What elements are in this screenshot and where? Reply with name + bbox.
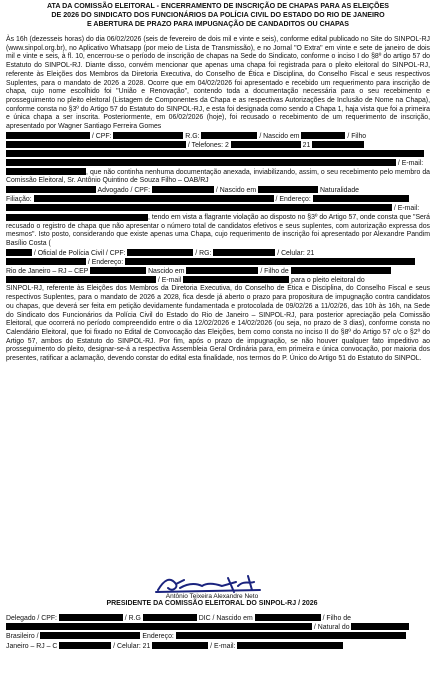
redaction: [6, 204, 392, 211]
redaction: [6, 159, 396, 166]
redaction: [237, 642, 343, 649]
label-rg: R.G:: [185, 132, 200, 140]
redaction: [6, 168, 86, 175]
tel-line-1: [6, 141, 430, 150]
email-cont-2: [6, 214, 430, 223]
redaction: [90, 267, 146, 274]
paragraph-1: Às 16h (dezesseis horas) do dia 06/02/2026 (seis de fevereiro de dois mil e vinte e seis), conforme edital publicado no Site do SINPOL-RJ (www.sinpol.org.br), no Aplicativo Whatsapp (por meio de Lista de Transmissão), e no Jornal "O Extra" em vinte e sete de janeiro de dois mil e vinte e seis, à fl. 10, encerrou-se o período de inscrição de chapas na Sede do Sindicato, conforme o inciso I do §8º do artigo 57 do Estatuto do SINPOL-RJ. Diante disso, convém mencionar que apenas uma chapa foi registrada para o pleito eleitoral do SINPOL-RJ, referente às Eleições dos Membros da Diretoria Executiva, do Conselho de Ética e Disciplina, do Conselho Fiscal e seus respectivos Suplentes, para o mandato de 2026 a 2028. Ocorre que em 04/02/2026 foi apresentado e recebido um requerimento para inscrição de chapa, cujo nome escolhido foi "União e Renovação", contendo toda a documentação necessária para o seu recebimento e prosseguimento no pleito eleitoral (Listagem de Componentes da Chapa e as respectivas Autorizações de Inclusão de Nome na Chapa), conforme consta no §3º do Artigo 57 do Estatuto do SINPOL-RJ, e esta foi designada como sendo a Chapa 1, haja vista que foi a primeira e única chapa a ser inscrita. Posteriormente, em 06/02/2026 (hoje), foi recusado o recebimento de um requerimento de inscrição, apresentado por Wagner Santiago Ferreira Gomes: [6, 36, 430, 131]
label-endereco: / Endereço:: [275, 196, 311, 204]
redaction: [6, 214, 148, 221]
label-oficial: / Oficial de Polícia Civil / CPF:: [33, 249, 126, 257]
paragraph-3: , tendo em vista a flagrante violação ao disposto no §3º do Artigo 57, onde consta que "Será recusado o registro de chapa que não apresentar o número total de candidatos efetivos e seus suplentes, com autorização expressa dos mesmos". Isto posto, considerando que existe apenas uma Chapa, cujo requerimento de inscrição foi apresentado por Alexandre Pandim Basílio Costa (: [6, 213, 430, 247]
label-celular: / Celular: 21: [113, 642, 151, 650]
redaction: [291, 267, 391, 274]
label-filho: / Filho de: [260, 268, 289, 276]
redaction: [183, 276, 289, 283]
label-rio-cep: Rio de Janeiro – RJ – CEP: [6, 268, 89, 276]
footer-identification: [6, 614, 430, 651]
footer-line-2: [6, 623, 430, 632]
footer-line-4: [6, 642, 430, 651]
email-line-1: [6, 159, 430, 168]
label-filho: / Filho: [347, 132, 367, 140]
redaction: [312, 141, 364, 148]
label-celular: / Celular: 21: [277, 249, 315, 257]
title-line-3: E ABERTURA DE PRAZO PARA IMPUGNAÇÃO DE CANDADITOS OU CHAPAS: [86, 20, 350, 28]
email-line-3: [6, 276, 430, 285]
label-delegado: Delegado / CPF:: [6, 615, 57, 622]
redaction: [6, 623, 312, 630]
redaction: [113, 132, 183, 139]
redaction: [152, 642, 208, 649]
redaction: [6, 249, 32, 256]
endereco-line-2: [6, 258, 430, 267]
redaction: [201, 132, 257, 139]
label-email: / E-mail:: [210, 642, 236, 650]
rio-line: [6, 267, 430, 276]
label-brasileiro: Brasileiro /: [6, 633, 39, 641]
label-nascido: / Nascido em: [215, 187, 257, 195]
label-janeiro: Janeiro – RJ – C: [6, 642, 58, 650]
label-naturalidade: Naturalidade: [319, 187, 360, 195]
signer-name: Antônio Teixeira Alexandre Neto: [165, 593, 259, 600]
redaction: [258, 186, 318, 193]
redaction: [152, 186, 214, 193]
redaction: [6, 141, 186, 148]
redaction: [6, 150, 424, 157]
title-line-2: DE 2026 DO SINDICATO DOS FUNCIONÁRIOS DA POLÍCIA CIVIL DO ESTADO DO RIO DE JANEIRO: [51, 11, 385, 19]
redaction: [351, 623, 409, 630]
label-telefones: / Telefones: 2: [187, 141, 229, 149]
filiacao-line: [6, 195, 430, 204]
redaction: [255, 614, 321, 621]
redaction: [6, 186, 96, 193]
redaction: [127, 249, 193, 256]
redaction: [301, 132, 345, 139]
redaction: [125, 258, 415, 265]
label-email: / E-mail:: [397, 160, 424, 168]
redaction: [143, 614, 197, 621]
label-advogado: Advogado / CPF:: [97, 187, 151, 195]
label-endereco: / Endereço:: [87, 258, 124, 266]
label-filiacao: Filiação:: [6, 196, 32, 204]
label-nascido: Nascido em: [148, 268, 185, 276]
label-rg: / RG:: [195, 249, 212, 257]
redaction: [40, 632, 140, 639]
footer-line-1: [6, 614, 430, 623]
email-line-2: [6, 204, 430, 213]
document: [6, 2, 430, 364]
redaction: [6, 258, 86, 265]
address-line-1: [6, 150, 430, 159]
label-21: 21: [302, 141, 311, 149]
label-email: / E-mail: [157, 277, 182, 285]
label-nascido: / Nascido em: [259, 132, 300, 140]
oficial-line: [6, 249, 430, 258]
label-email: / E-mail:: [393, 205, 420, 213]
label-nascido: DIC / Nascido em: [198, 615, 253, 622]
redaction: [59, 642, 111, 649]
document-title: [6, 2, 430, 29]
label-natural: / Natural do: [313, 624, 350, 632]
redaction: [6, 132, 90, 139]
signature-block: [0, 593, 424, 607]
footer-line-3: [6, 632, 430, 641]
redaction: [6, 276, 156, 283]
advogado-line: [6, 186, 430, 195]
signer-title: PRESIDENTE DA COMISSÃO ELEITORAL DO SINPOL-RJ / 2026: [106, 600, 318, 607]
redaction: [313, 195, 409, 202]
redaction: [59, 614, 123, 621]
label-endereco: Endereço:: [142, 633, 174, 641]
label-rg: / R.G: [124, 615, 141, 622]
redaction: [231, 141, 301, 148]
redaction: [186, 267, 258, 274]
paragraph-4: SINPOL-RJ, referente às Eleições dos Membros da Diretoria Executiva, do Conselho de Ética e Disciplina, do Conselho Fiscal e seus respectivos Suplentes, para o mandato de 2026 a 2028, fica desde já aberto o prazo para propositura de impugnação contra candidatos ou chapas, que deverá ser feita em petição devidamente fundamentada e protocolada de 09/02/26 a 11/02/26, das 10h às 16h, na Sede do Sindicato dos Funcionários da Polícia Civil do Estado do Rio de Janeiro – SINPOL-RJ, para posterior apreciação pela Comissão Eleitoral, que ocorrerá no período compreendido entre o dia 12/02/2026 e 14/02/2026 (ou seja, no prazo de 3 dias), conforme consta no Calendário Eleitoral, que foi fixado no Edital de Convocação das Eleições, bem como consta no inciso II do §8º do Artigo 57 c/c o §2º do Artigo 57, ambos do Estatuto do SINPOL-RJ. Por fim, após o prazo de impugnação, se não houver qualquer fato impeditivo ao prosseguimento do pleito, designar-se-á a respectiva Assembleia Geral Ordinária para, em primeira e única convocação, por maioria dos presentes, ratificar a aclamação, devendo constar do edital esta finalidade, nos termos do P. Único do Artigo 51 do Estatuto do SINPOL.: [6, 285, 430, 363]
title-line-1: ATA DA COMISSÃO ELEITORAL - ENCERRAMENTO DE INSCRIÇÃO DE CHAPAS PARA AS ELEIÇÕES: [46, 2, 390, 10]
redaction: [34, 195, 274, 202]
cpf-line-1: [6, 132, 430, 141]
label-filho: / Filho de: [322, 615, 351, 622]
paragraph-2: , que não continha nenhuma documentação anexada, inviabilizando, assim, o seu recebimento pelo membro da Comissão Eleitoral, Sr. Antônio Quintino de Souza Filho – OAB/RJ: [6, 168, 430, 185]
label-cpf: / CPF:: [91, 132, 112, 140]
redaction: [213, 249, 275, 256]
email-cont-1: [6, 168, 430, 177]
redaction: [176, 632, 406, 639]
label-pleito: para o pleito eleitoral do: [291, 277, 365, 285]
